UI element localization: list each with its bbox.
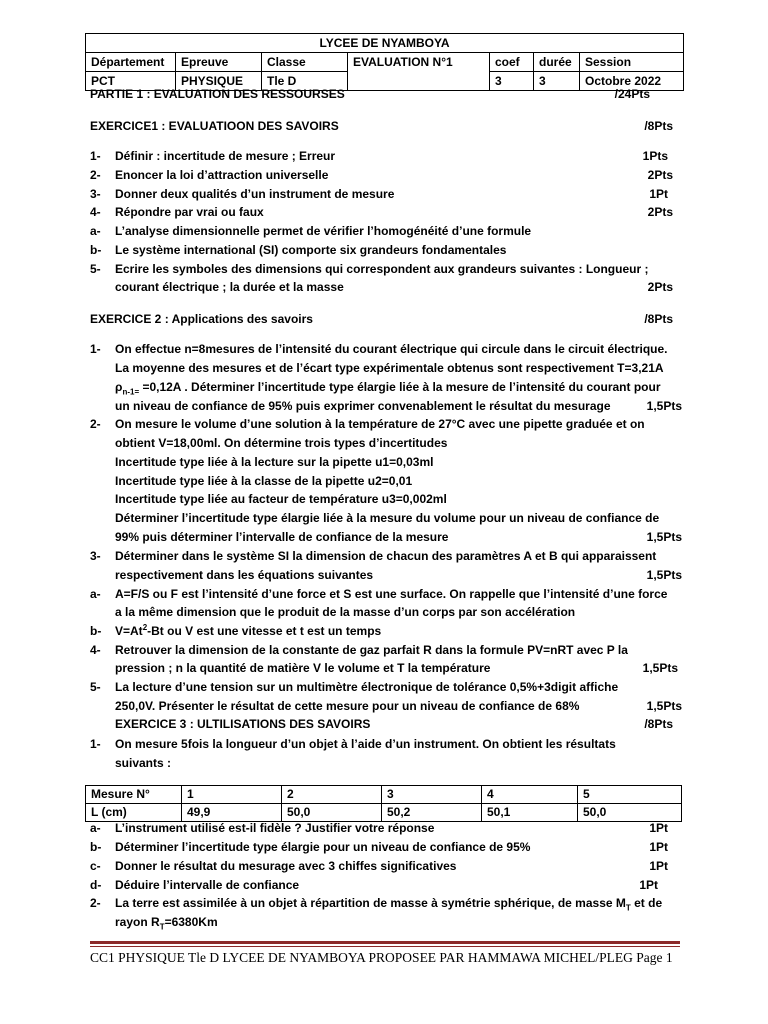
question-text [115,378,661,397]
table-cell: Mesure N° [86,786,182,804]
question-text: Déterminer dans le système SI la dimension de chacun des paramètres A et B qui apparaissent [115,549,657,563]
question-row [0,222,768,241]
footer-divider [90,941,680,944]
header-value: 3 [534,72,580,91]
footer-divider [90,946,680,947]
question-number: b- [90,624,102,638]
question-row [0,278,768,297]
question-text-part: =6380Km [164,915,218,929]
rho-symbol: ρ [115,380,123,394]
question-text: Répondre par vrai ou faux [115,205,264,219]
question-number: a- [90,587,101,601]
question-number: b- [90,243,102,257]
question-text: Donner le résultat du mesurage avec 3 chiffes significatives [115,859,457,873]
question-text: Déduire l’intervalle de confiance [115,878,300,892]
question-row [0,166,768,185]
subscript: T [159,922,165,932]
exercise-title: EXERCICE 3 : ULTILISATIONS DES SAVOIRS [115,717,371,731]
question-points: 1,5Pts [646,568,682,582]
question-points: 1,5Pts [646,699,682,713]
page-footer: CC1 PHYSIQUE Tle D LYCEE DE NYAMBOYA PROPOSEE PAR HAMMAWA MICHEL/PLEG Page 1 [90,950,673,965]
table-cell: 50,0 [578,804,682,822]
header-value: PHYSIQUE [176,72,262,91]
question-text-part: La terre est assimilée à un objet à répartition de masse à symétrie sphérique, de masse M [115,896,626,910]
header-label: Classe [262,53,348,72]
question-text: courant électrique ; la durée et la masse [115,280,344,294]
question-row [0,260,768,279]
question-points: 1,5Pts [646,399,682,413]
header-label: coef [490,53,534,72]
question-text: La lecture d’une tension sur un multimètre électronique de tolérance 0,5%+3digit affiche [115,680,619,694]
question-number: 4- [90,643,101,657]
part-title: PARTIE 1 : EVALUATION DES RESSOURSES [90,87,345,101]
header-value: PCT [86,72,176,91]
question-number: a- [90,224,101,238]
question-text: Le système international (SI) comporte six grandeurs fondamentales [115,243,507,257]
question-row [0,913,768,932]
question-text: Incertitude type liée au facteur de température u3=0,002ml [115,492,447,506]
question-text: On mesure 5fois la longueur d’un objet à l’aide d’un instrument. On obtient les résultats [115,737,616,751]
question-row [0,359,768,378]
header-table [85,33,684,91]
question-points: 2Pts [647,205,673,219]
question-number: 1- [90,149,101,163]
question-row [0,894,768,913]
question-row [0,622,768,641]
question-row [0,415,768,434]
question-text: Définir : incertitude de mesure ; Erreur [115,149,336,163]
table-cell: 49,9 [182,804,282,822]
question-text: un niveau de confiance de 95% puis exprimer convenablement le résultat du mesurage [115,399,611,413]
header-label: Département [86,53,176,72]
question-number: 5- [90,680,101,694]
table-cell: 3 [382,786,482,804]
question-number: 3- [90,549,101,563]
question-text: Déterminer l’incertitude type élargie pour un niveau de confiance de 95% [115,840,531,854]
question-row [0,528,768,547]
header-label: EVALUATION N°1 [348,53,490,91]
question-number: b- [90,840,102,854]
header-label: durée [534,53,580,72]
question-text: Donner deux qualités d’un instrument de mesure [115,187,395,201]
formula-part: V=At [115,624,143,638]
question-points: 1Pt [649,840,668,854]
question-row [0,472,768,491]
question-number: 1- [90,342,101,356]
question-points: 1Pt [649,187,668,201]
question-text-part: et de [630,896,663,910]
question-row [0,241,768,260]
question-row [0,697,768,716]
question-row [0,838,768,857]
exercise-title: EXERCICE 2 : Applications des savoirs [90,312,313,326]
part-heading [0,85,768,104]
question-row [0,147,768,166]
question-row [0,185,768,204]
question-row [0,678,768,697]
subscript: n-1= [122,387,140,397]
question-row [0,378,768,397]
question-text: L’analyse dimensionnelle permet de vérifier l’homogénéité d’une formule [115,224,532,238]
question-text: pression ; n la quantité de matière V le volume et T la température [115,661,491,675]
part-points: /24Pts [614,87,650,101]
subscript: T [625,903,631,913]
question-text: La moyenne des mesures et de l’écart type expérimentale obtenus sont respectivement T=3,21A [115,361,664,375]
header-label: Epreuve [176,53,262,72]
question-row [0,585,768,604]
question-row [0,340,768,359]
question-row [0,754,768,773]
header-value: Octobre 2022 [580,72,684,91]
question-number: 5- [90,262,101,276]
table-cell: 2 [282,786,382,804]
question-text: On effectue n=8mesures de l’intensité du courant électrique qui circule dans le circuit électrique. [115,342,668,356]
question-number: 2- [90,417,101,431]
question-row [0,659,768,678]
question-row [0,603,768,622]
question-number: c- [90,859,101,873]
question-number: 2- [90,168,101,182]
question-number: 2- [90,896,101,910]
question-row [0,397,768,416]
question-number: 1- [90,737,101,751]
question-text-part: rayon R [115,915,160,929]
question-text: Incertitude type liée à la classe de la pipette u2=0,01 [115,474,413,488]
question-points: 1Pt [639,878,658,892]
question-text: Ecrire les symboles des dimensions qui correspondent aux grandeurs suivantes : Longueur ; [115,262,649,276]
question-row [0,203,768,222]
table-cell: 50,1 [482,804,578,822]
question-text: respectivement dans les équations suivantes [115,568,374,582]
question-row [0,547,768,566]
question-text: 250,0V. Présenter le résultat de cette mesure pour un niveau de confiance de 68% [115,699,580,713]
superscript: 2 [142,623,148,632]
question-number: d- [90,878,102,892]
table-cell: 5 [578,786,682,804]
question-row [0,566,768,585]
question-text: Déterminer l’incertitude type élargie liée à la mesure du volume pour un niveau de confiance de [115,511,660,525]
header-value: Tle D [262,72,348,91]
table-cell: 50,0 [282,804,382,822]
question-number: a- [90,821,101,835]
exercise-points: /8Pts [644,119,673,133]
question-points: 1Pt [649,821,668,835]
question-points: 1Pts [642,149,668,163]
exercise-points: /8Pts [644,312,673,326]
school-name: LYCEE DE NYAMBOYA [86,34,684,53]
exercise-points: /8Pts [644,717,673,731]
question-text: On mesure le volume d’une solution à la température de 27°C avec une pipette graduée et on [115,417,645,431]
question-points: 1,5Pts [642,661,678,675]
header-labels-row [86,53,684,72]
question-text: A=F/S ou F est l’intensité d’une force et S est une surface. On rappelle que l’intensité d’une force [115,587,668,601]
table-cell: 4 [482,786,578,804]
question-row [0,819,768,838]
table-cell: L (cm) [86,804,182,822]
question-text [115,913,218,932]
question-row [0,857,768,876]
question-text [115,894,662,913]
measurement-table [85,785,682,822]
question-text: Retrouver la dimension de la constante de gaz parfait R dans la formule PV=nRT avec P la [115,643,628,657]
question-number: 4- [90,205,101,219]
table-cell: 50,2 [382,804,482,822]
question-points: 2Pts [647,168,673,182]
header-label: Session [580,53,684,72]
question-row [0,735,768,754]
question-row [0,434,768,453]
question-text: L’instrument utilisé est-il fidèle ? Justifier votre réponse [115,821,435,835]
question-text-rest: =0,12A . Déterminer l’incertitude type élargie liée à la mesure de l’intensité du courant pour [139,380,661,394]
question-row [0,453,768,472]
question-text [115,622,381,641]
question-points: 2Pts [647,280,673,294]
question-points: 1,5Pts [646,530,682,544]
question-text: obtient V=18,00ml. On détermine trois types d’incertitudes [115,436,448,450]
exercise-title: EXERCICE1 : EVALUATIOON DES SAVOIRS [90,119,339,133]
question-text: suivants : [115,756,172,770]
exercise-heading [0,117,768,136]
question-number: 3- [90,187,101,201]
question-text: 99% puis déterminer l’intervalle de confiance de la mesure [115,530,449,544]
question-text: Incertitude type liée à la lecture sur la pipette u1=0,03ml [115,455,434,469]
question-row [0,509,768,528]
question-text: a la même dimension que le produit de la masse d’un corps par son accélération [115,605,576,619]
formula-part: -Bt ou V est une vitesse et t est un temps [147,624,382,638]
question-row [0,490,768,509]
question-row [0,876,768,895]
table-header-row [86,786,682,804]
header-value: 3 [490,72,534,91]
question-row [0,641,768,660]
table-cell: 1 [182,786,282,804]
question-text: Enoncer la loi d’attraction universelle [115,168,329,182]
question-points: 1Pt [649,859,668,873]
exercise-heading [0,310,768,329]
exercise-heading [0,715,768,734]
